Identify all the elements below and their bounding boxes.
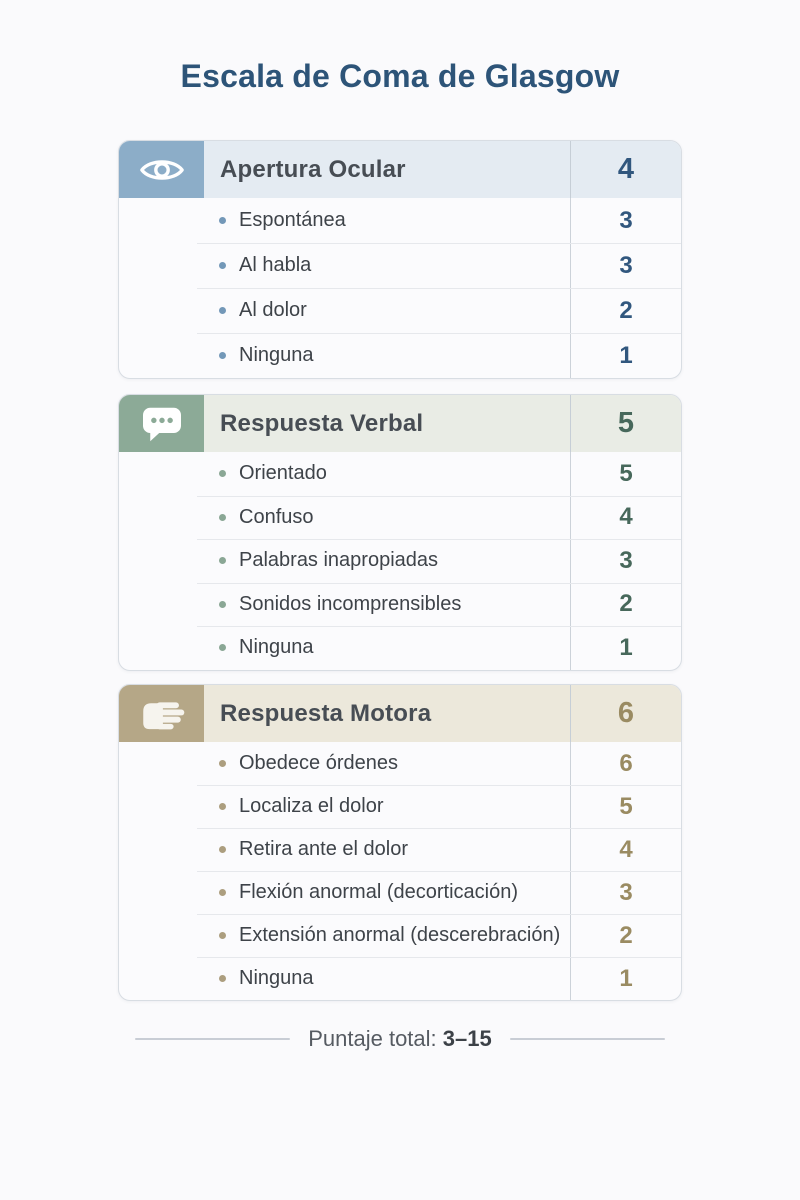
bullet-dot	[219, 975, 226, 982]
score-row	[119, 785, 681, 828]
row-score: 5	[570, 785, 681, 828]
row-score: 6	[570, 742, 681, 785]
section-motor-response	[118, 684, 682, 1001]
score-row	[119, 243, 681, 288]
row-label: Localiza el dolor	[239, 795, 384, 817]
section-header	[119, 395, 681, 452]
total-score-label: Puntaje total:	[308, 1026, 437, 1051]
row-label: Extensión anormal (descerebración)	[239, 924, 561, 946]
row-score: 5	[570, 452, 681, 496]
row-score: 2	[570, 288, 681, 333]
row-label: Ninguna	[239, 344, 314, 366]
row-score: 1	[570, 957, 681, 1000]
row-score: 4	[570, 828, 681, 871]
section-max-score: 4	[570, 141, 681, 198]
section-title: Respuesta Verbal	[220, 409, 424, 437]
bullet-dot	[219, 217, 226, 224]
row-label: Sonidos incomprensibles	[239, 592, 462, 615]
row-label: Palabras inapropiadas	[239, 549, 439, 572]
bullet-dot	[219, 601, 226, 608]
row-score: 3	[570, 539, 681, 583]
row-label: Flexión anormal (decorticación)	[239, 881, 519, 903]
row-score: 4	[570, 496, 681, 540]
divider-line-right	[510, 1038, 665, 1040]
row-label: Al habla	[239, 254, 312, 276]
row-label: Retira ante el dolor	[239, 838, 408, 860]
score-row	[119, 288, 681, 333]
bullet-dot	[219, 889, 226, 896]
section-eye-opening	[118, 140, 682, 379]
score-row	[119, 452, 681, 496]
score-row	[119, 828, 681, 871]
row-label: Orientado	[239, 462, 327, 485]
eye-icon	[119, 141, 204, 198]
page-title: Escala de Coma de Glasgow	[180, 58, 620, 94]
score-row	[119, 583, 681, 627]
bullet-dot	[219, 644, 226, 651]
row-score: 1	[570, 333, 681, 378]
bullet-dot	[219, 352, 226, 359]
score-row	[119, 333, 681, 378]
section-verbal-response	[118, 394, 682, 671]
score-row	[119, 626, 681, 670]
score-row	[119, 914, 681, 957]
total-score-range: 3–15	[442, 1026, 492, 1051]
bullet-dot	[219, 760, 226, 767]
section-header	[119, 141, 681, 198]
score-row	[119, 198, 681, 243]
row-score: 1	[570, 626, 681, 670]
row-score: 3	[570, 243, 681, 288]
section-title: Apertura Ocular	[220, 155, 406, 183]
total-score-text	[308, 1026, 492, 1052]
row-label: Ninguna	[239, 636, 314, 659]
bullet-dot	[219, 470, 226, 477]
section-max-score: 5	[570, 395, 681, 452]
row-score: 2	[570, 914, 681, 957]
section-header	[119, 685, 681, 742]
bullet-dot	[219, 307, 226, 314]
row-label: Al dolor	[239, 299, 307, 321]
row-score: 3	[570, 871, 681, 914]
row-label: Ninguna	[239, 967, 314, 989]
row-label: Obedece órdenes	[239, 752, 399, 774]
bullet-dot	[219, 846, 226, 853]
divider-line-left	[135, 1038, 290, 1040]
section-max-score: 6	[570, 685, 681, 742]
score-row	[119, 742, 681, 785]
score-row	[119, 496, 681, 540]
row-label: Confuso	[239, 505, 314, 528]
bullet-dot	[219, 932, 226, 939]
bullet-dot	[219, 803, 226, 810]
row-score: 2	[570, 583, 681, 627]
score-row	[119, 957, 681, 1000]
bullet-dot	[219, 262, 226, 269]
section-title: Respuesta Motora	[220, 699, 432, 727]
score-row	[119, 539, 681, 583]
bullet-dot	[219, 557, 226, 564]
row-score: 3	[570, 198, 681, 243]
score-row	[119, 871, 681, 914]
speech-bubble-icon	[119, 395, 204, 452]
hand-icon	[119, 685, 204, 742]
row-label: Espontánea	[239, 209, 346, 231]
total-score-footer	[0, 1019, 800, 1059]
bullet-dot	[219, 514, 226, 521]
